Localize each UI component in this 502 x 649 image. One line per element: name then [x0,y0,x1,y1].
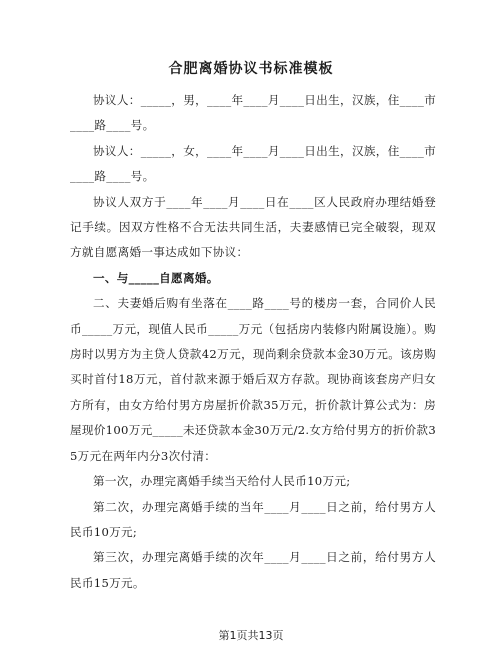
payment-first: 第一次，办理完离婚手续当天给付人民币10万元; [93,474,351,489]
paragraph-party-female: 协议人：_____，女，____年____月____日出生，汉族，住____市____路____号。 [70,143,436,184]
clause-one-heading: 一、与_____自愿离婚。 [93,270,219,285]
document-title: 合肥离婚协议书标准模板 [168,61,334,77]
page-number: 第1页共13页 [218,629,284,642]
clause-two-property: 二、夫妻婚后购有坐落在____路____号的楼房一套，合同价人民币_____万元，现值人民币_____万元（包括房内装修内附属设施）。购房时以男方为主贷人贷款42万元，现尚剩余贷款本金30万元。该房购买时首付18万元，首付款来源于婚后双方存款。现协商该套房产归女方所有，由女方给付男方房屋折价款35万元，折价款计算公式为：房屋现价100万元_____未还贷款本金30万元/2.女方给付男方的折价款35万元在两年内分3次付清： [70,296,436,463]
payment-third: 第三次，办理完离婚手续的次年____月____日之前，给付男方人民币15万元。 [70,550,436,590]
paragraph-party-male: 协议人：_____，男，____年____月____日出生，汉族，住____市____路____号。 [70,93,436,133]
document-body [70,88,436,596]
paragraph-preamble: 协议人双方于____年____月____日在____区人民政府办理结婚登记手续。因双方性格不合无法共同生活，夫妻感情已完全破裂，现双方就自愿离婚一事达成如下协议： [70,194,436,260]
payment-second: 第二次，办理完离婚手续的当年____月____日之前，给付男方人民币10万元; [70,499,436,539]
